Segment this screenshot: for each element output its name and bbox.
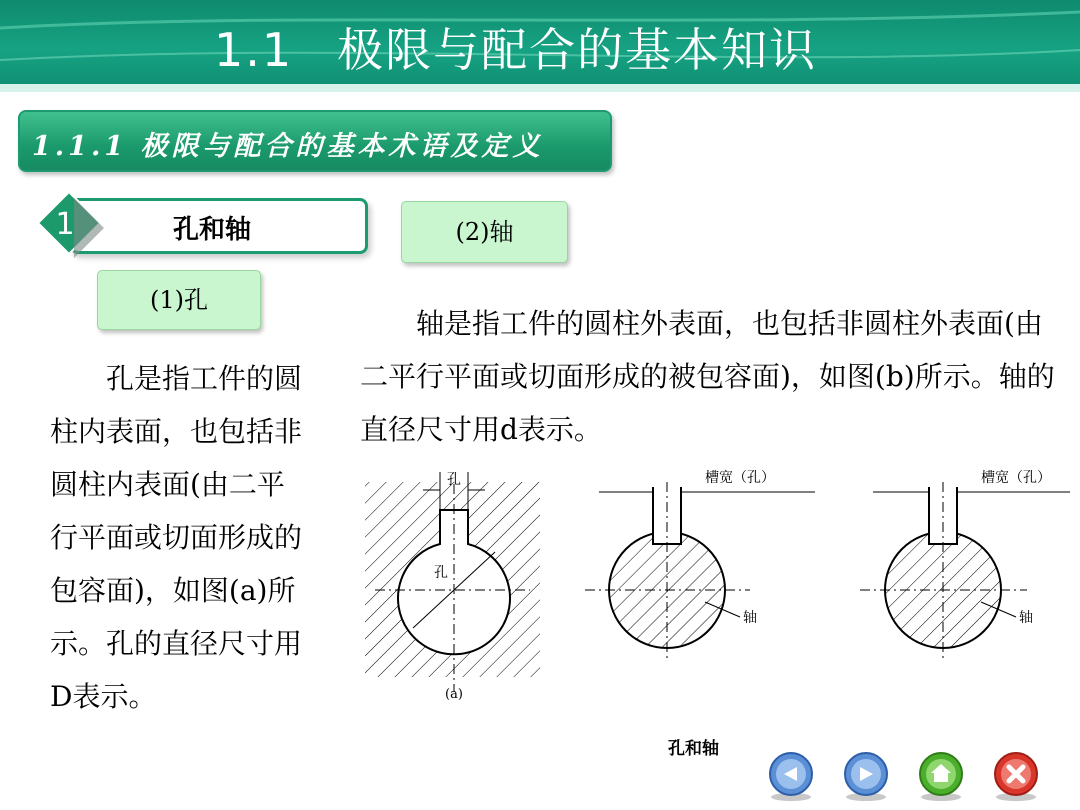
page-title-text: 极限与配合的基本知识 (337, 23, 818, 77)
page-title (214, 14, 817, 80)
figure-a-caption: (a) (445, 687, 463, 702)
figure-a-hole-label: 孔 (447, 472, 461, 488)
section-heading (18, 110, 612, 172)
back-button[interactable] (765, 750, 817, 802)
home-button[interactable] (915, 750, 967, 802)
hole-definition (50, 352, 302, 723)
figure-a-diameter-label: 孔 (434, 565, 448, 581)
topic-box (70, 198, 368, 254)
figure-b-slot-label: 槽宽（孔） (705, 470, 775, 486)
topic-number-badge (34, 188, 104, 258)
close-button[interactable] (990, 750, 1042, 802)
figure-a (365, 471, 540, 702)
figure-c (860, 469, 1070, 662)
topic-label: 孔和轴 (173, 215, 252, 245)
hole-tag: (1)孔 (97, 270, 261, 330)
section-title: 1.1.1 极限与配合的基本术语及定义 (32, 131, 544, 162)
shaft-definition-text: 轴是指工件的圆柱外表面，也包括非圆柱外表面(由二平行平面或切面形成的被包容面)，如图(b)所示。轴的直径尺寸用d表示。 (360, 307, 1055, 446)
figure-b (585, 469, 815, 662)
figure-c-slot-label: 槽宽（孔） (981, 470, 1051, 486)
forward-button[interactable] (840, 750, 892, 802)
figure-b-shaft-label: 轴 (743, 610, 757, 626)
hole-shaft-figure (355, 462, 1080, 710)
shaft-tag: (2)轴 (401, 201, 568, 263)
figure-c-shaft-label: 轴 (1019, 610, 1033, 626)
shaft-definition (360, 297, 1060, 456)
topic-number: 1 (55, 207, 75, 242)
page-title-number: 1.1 (214, 23, 294, 77)
hole-definition-text: 孔是指工件的圆柱内表面，也包括非圆柱内表面(由二平行平面或切面形成的包容面)，如图(a)所示。孔的直径尺寸用D表示。 (50, 362, 303, 713)
header-banner (0, 0, 1080, 92)
figure-caption: 孔和轴 (668, 739, 719, 759)
